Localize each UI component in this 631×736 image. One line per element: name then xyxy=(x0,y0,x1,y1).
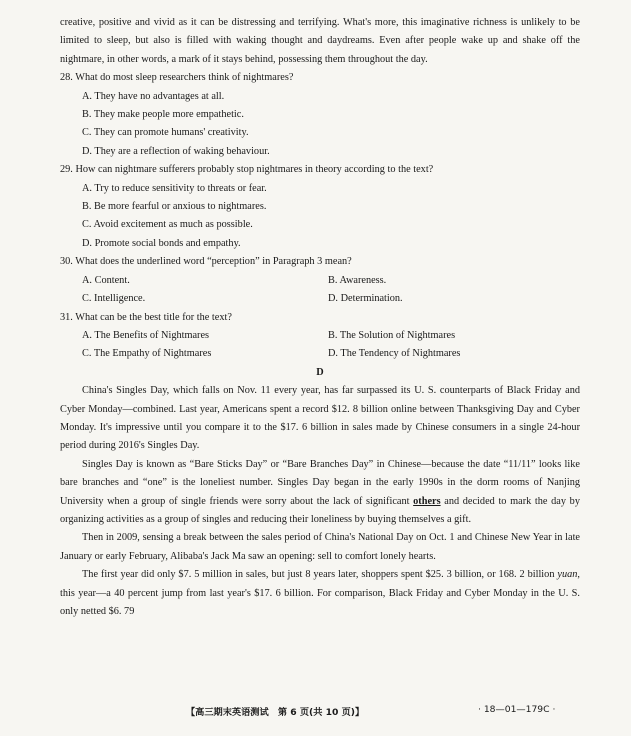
options-row xyxy=(60,290,580,308)
question-31 xyxy=(60,309,580,364)
passage-paragraph-4 xyxy=(60,566,580,621)
option-b: B. The Solution of Nightmares xyxy=(328,329,456,341)
page-content xyxy=(60,14,580,621)
option-d: D. Promote social bonds and empathy. xyxy=(82,237,241,249)
question-30 xyxy=(60,253,580,308)
intro-paragraph: creative, positive and vivid as it can be distressing and terrifying. What's more, this imaginative richness is unlikely to be limited to sleep, but also is filled with waking thought and daydreams. Even after people wake up and shake off the nightmare, in other words, a mark of it stays behind, possessing them throughout the day. xyxy=(60,17,580,65)
section-heading: D xyxy=(316,366,324,378)
paragraph-text: , this year—a 40 percent jump from last year's $17. 6 billion. For comparison, Black Friday and Cyber Monday in the U. S. only netted $6. 79 xyxy=(60,569,580,617)
question-29 xyxy=(60,161,580,253)
option-c: C. They can promote humans' creativity. xyxy=(82,127,249,139)
option-b: B. Be more fearful or anxious to nightmares. xyxy=(82,201,267,213)
option-c: C. The Empathy of Nightmares xyxy=(82,348,212,360)
option-a: A. The Benefits of Nightmares xyxy=(82,329,210,341)
option-c: C. Avoid excitement as much as possible. xyxy=(82,219,253,231)
question-stem: 30. What does the underlined word “perception” in Paragraph 3 mean? xyxy=(60,256,352,268)
paragraph-text: and decided to mark the day by organizing activities as a group of singles and reducing their loneliness by buying themselves a gift. xyxy=(60,495,580,525)
passage-paragraph-3: Then in 2009, sensing a break between the sales period of China's National Day on Oct. 1 and Chinese New Year in late January or early February, Alibaba's Jack Ma saw an opening: sell to comfort lonely hearts. xyxy=(60,532,580,562)
underlined-word: others xyxy=(413,495,441,507)
option-d: D. They are a reflection of waking behaviour. xyxy=(82,145,270,157)
question-stem: 31. What can be the best title for the text? xyxy=(60,311,232,323)
question-stem: 29. How can nightmare sufferers probably stop nightmares in theory according to the text? xyxy=(60,164,434,176)
question-28 xyxy=(60,69,580,161)
passage-paragraph-1: China's Singles Day, which falls on Nov. 11 every year, has far surpassed its U. S. counterparts of Black Friday and Cyber Monday—combined. Last year, Americans spent a record $12. 8 billion online between Thanksgiving Day and Cyber Monday. It's impressive until you compare it to the $17. 6 billion in sales made by Chinese consumers in a single 24-hour period during 2016's Singles Day. xyxy=(60,385,580,452)
option-d: D. The Tendency of Nightmares xyxy=(328,348,461,360)
option-c: C. Intelligence. xyxy=(82,293,146,305)
footer-page-info: 【高三期末英语测试 第 6 页(共 10 页)】 xyxy=(186,707,365,718)
footer-code: · 18—01—179C · xyxy=(478,704,556,715)
options-row xyxy=(60,345,580,363)
paragraph-text: Singles Day is known as “Bare Sticks Day” or “Bare Branches Day” in Chinese—because the date “11/11” looks like bare branches and “one” is the loneliest number. Singles Day began in the early 1990s in the dorm rooms of Nanjing University when a group of single friends were sorry about the lack of significant xyxy=(60,458,580,507)
option-a: A. Content. xyxy=(82,274,130,286)
options-row xyxy=(60,327,580,345)
option-a: A. Try to reduce sensitivity to threats or fear. xyxy=(82,182,267,194)
paragraph-text: The first year did only $7. 5 million in sales, but just 8 years later, shoppers spent $25. 3 billion, or 168. 2 billion xyxy=(82,569,558,581)
option-b: B. Awareness. xyxy=(328,274,387,286)
option-d: D. Determination. xyxy=(328,293,403,305)
option-a: A. They have no advantages at all. xyxy=(82,90,225,102)
option-b: B. They make people more empathetic. xyxy=(82,109,244,121)
italic-word: yuan xyxy=(557,569,578,581)
options-row xyxy=(60,272,580,290)
passage-paragraph-2 xyxy=(60,456,580,530)
question-stem: 28. What do most sleep researchers think of nightmares? xyxy=(60,72,294,84)
